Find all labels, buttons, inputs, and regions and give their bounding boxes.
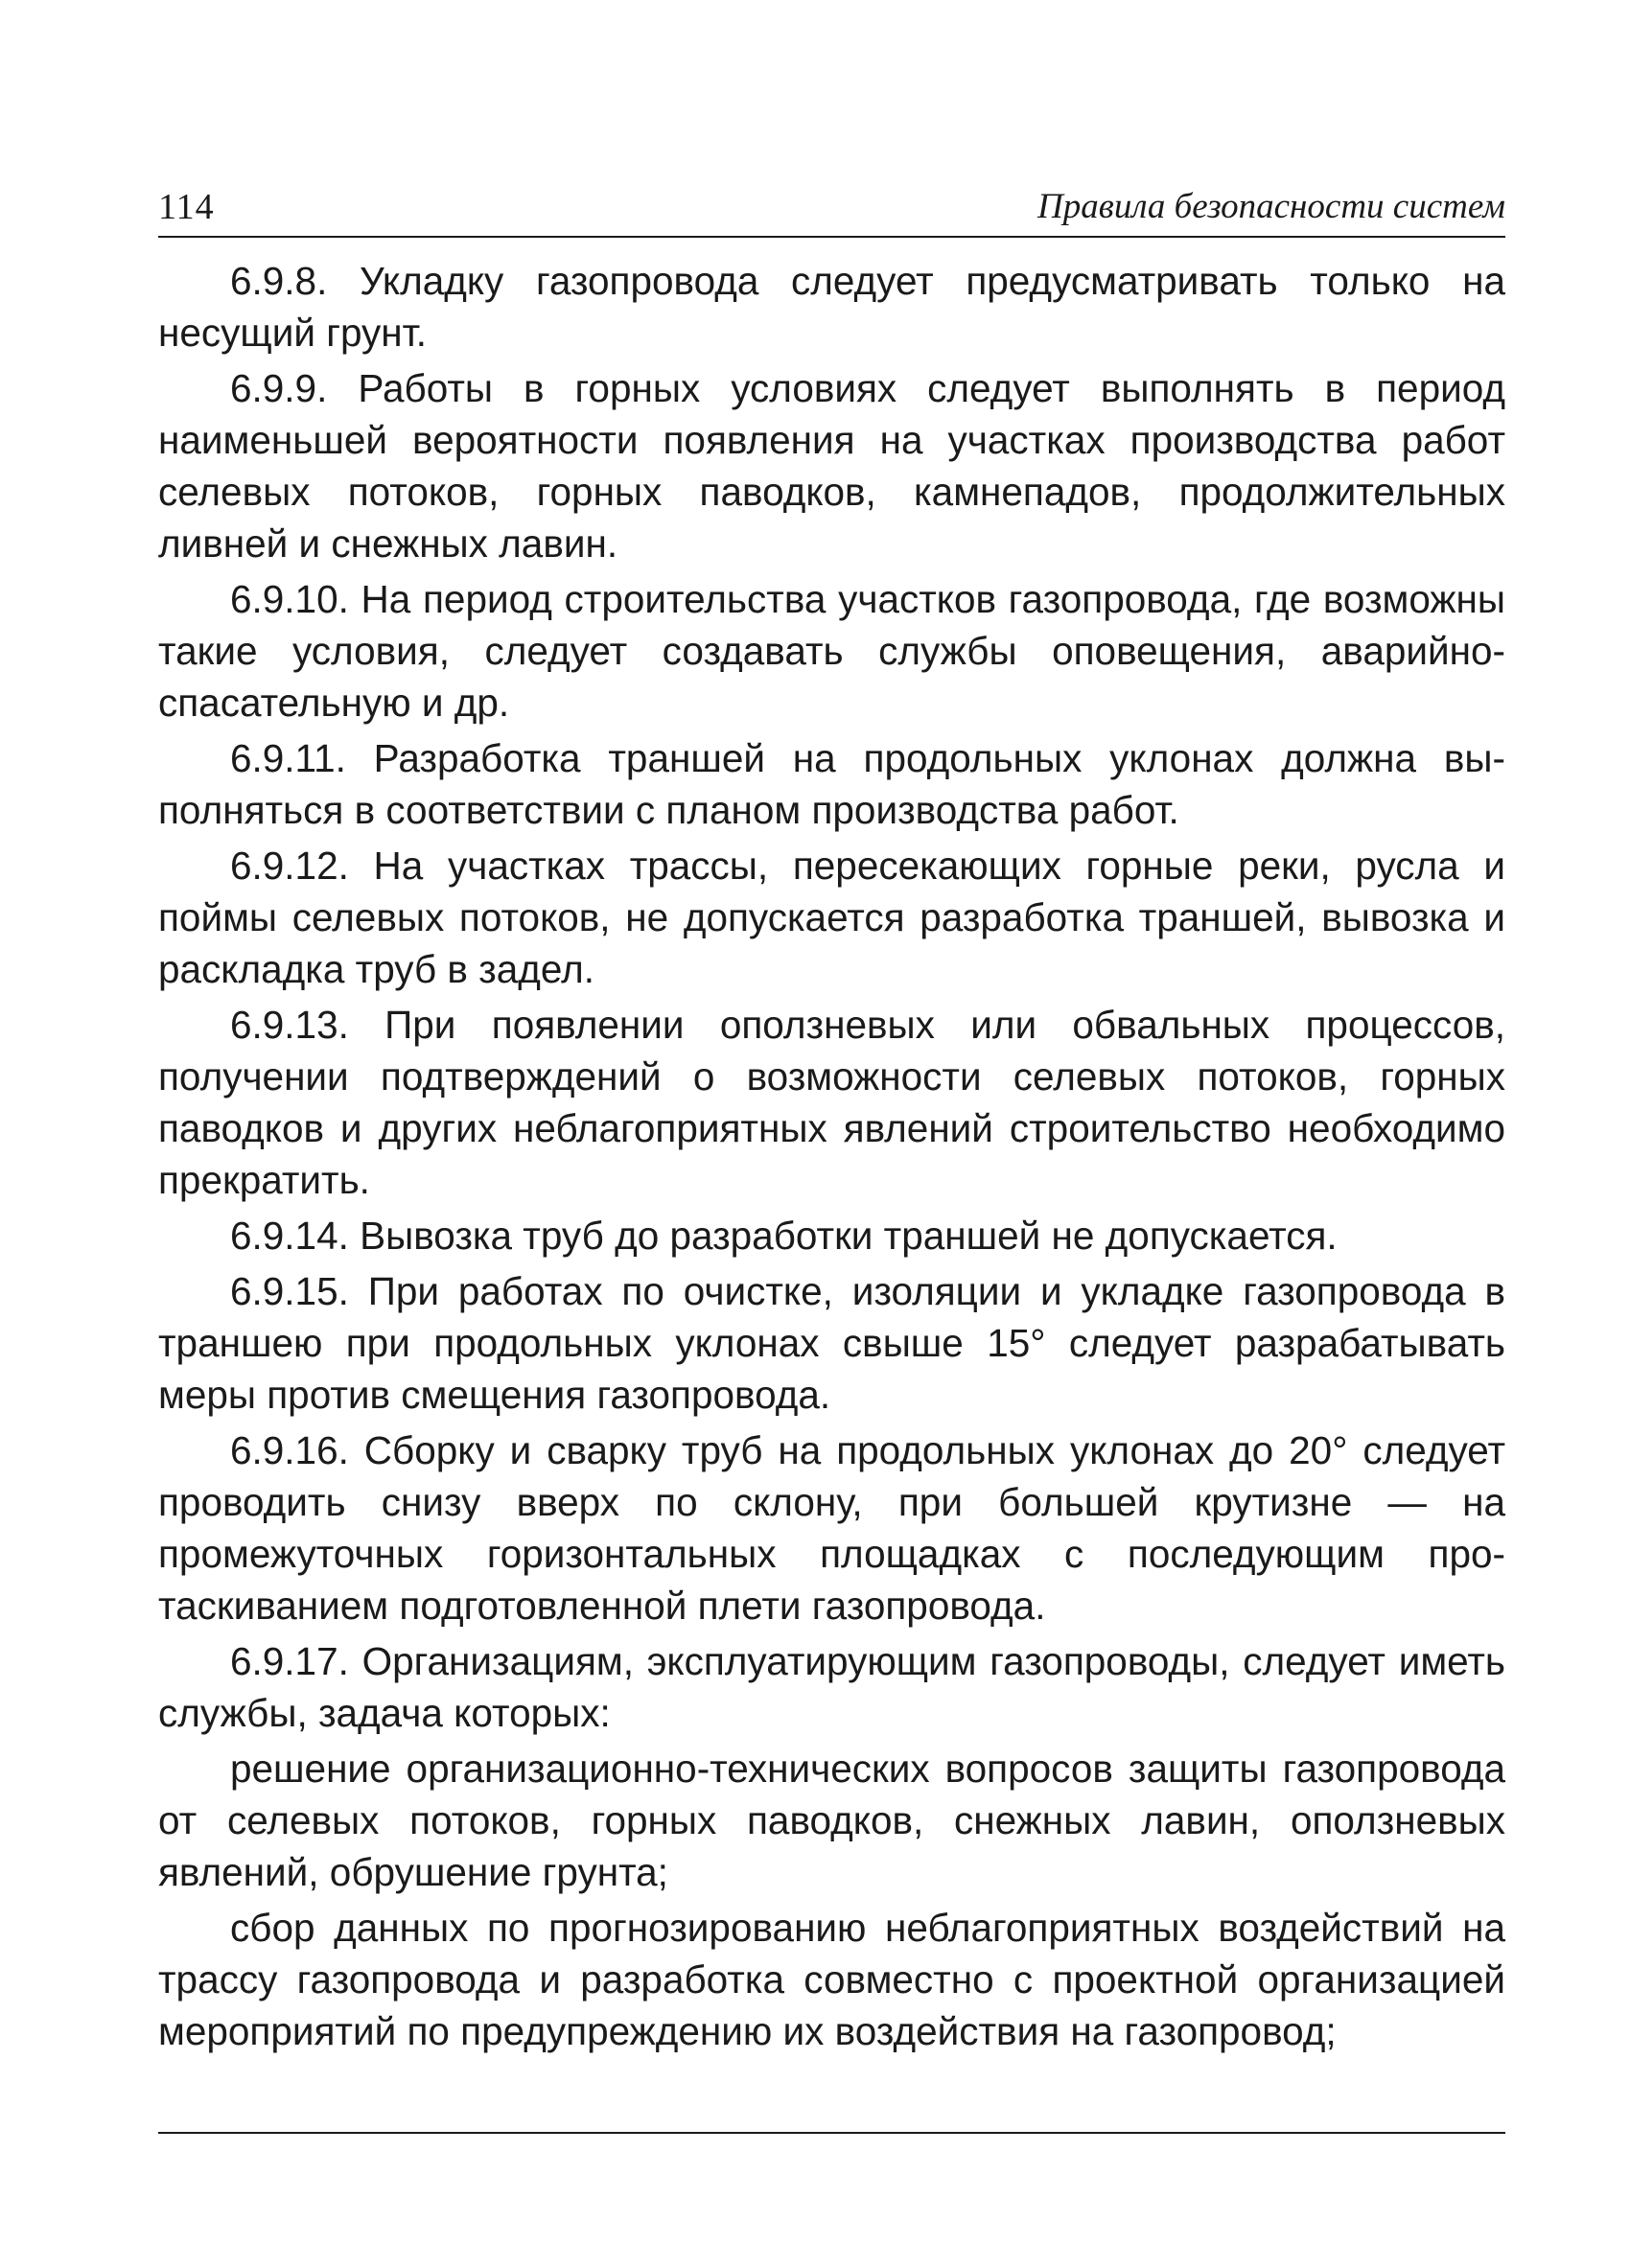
paragraph-6-9-8: 6.9.8. Укладку газопровода следует предусматривать только на несущий грунт. xyxy=(158,259,1505,355)
page-body xyxy=(158,255,1505,2057)
paragraph-6-9-11: 6.9.11. Разработка траншей на продольных уклонах должна выполняться в соответствии с планом производства работ. xyxy=(158,736,1505,832)
page-number: 114 xyxy=(158,187,215,227)
running-title: Правила безопасности систем xyxy=(1037,187,1505,226)
paragraph-6-9-10: 6.9.10. На период строительства участков газопровода, где возможны такие условия, следует создавать службы оповещения, аварийно-спасательную и др. xyxy=(158,577,1505,725)
paragraph-6-9-12: 6.9.12. На участках трассы, пересекающих горные реки, русла и поймы селевых потоков, не допускается разработка траншей, вывозка и раскладка труб в задел. xyxy=(158,844,1505,991)
paragraph-6-9-13: 6.9.13. При появлении оползневых или обвальных процессов, получении подтверждений о возможности селевых потоков, горных паводков и других неблагоприятных явлений строительство необходимо прекратить. xyxy=(158,1003,1505,1202)
paragraph-6-9-16: 6.9.16. Сборку и сварку труб на продольных уклонах до 20° следует проводить снизу вверх по склону, при большей крутизне — на промежуточных горизонтальных площадках с последующим протаскиванием подготовленной плети газопровода. xyxy=(158,1428,1505,1628)
paragraph-6-9-14: 6.9.14. Вывозка труб до разработки траншей не допускается. xyxy=(230,1214,1338,1258)
running-header xyxy=(158,180,1505,234)
footer-rule xyxy=(158,2132,1505,2134)
paragraph-6-9-15: 6.9.15. При работах по очистке, изоляции и укладке газопровода в траншею при продольных уклонах свыше 15° следует разрабатывать меры против смещения газопровода. xyxy=(158,1269,1505,1417)
list-item-organizational-questions: решение организационно-технических вопросов защиты газопровода от селевых потоков, горных паводков, снежных лавин, оползневых явлений, обрушение грунта; xyxy=(158,1747,1505,1894)
header-rule xyxy=(158,236,1505,238)
list-item-forecast-data: сбор данных по прогнозированию неблагоприятных воздействий на трассу газопровода и разработка совместно с проектной организацией мероприятий по предупреждению их воздействия на газопровод; xyxy=(158,1906,1505,2053)
paragraph-6-9-17: 6.9.17. Организациям, эксплуатирующим газопроводы, следует иметь службы, задача которых: xyxy=(158,1639,1505,1735)
paragraph-6-9-9: 6.9.9. Работы в горных условиях следует выполнять в период наименьшей вероятности появления на участках производства работ селевых потоков, горных паводков, камнепадов, продолжительных ливней и снежных лавин. xyxy=(158,366,1505,566)
